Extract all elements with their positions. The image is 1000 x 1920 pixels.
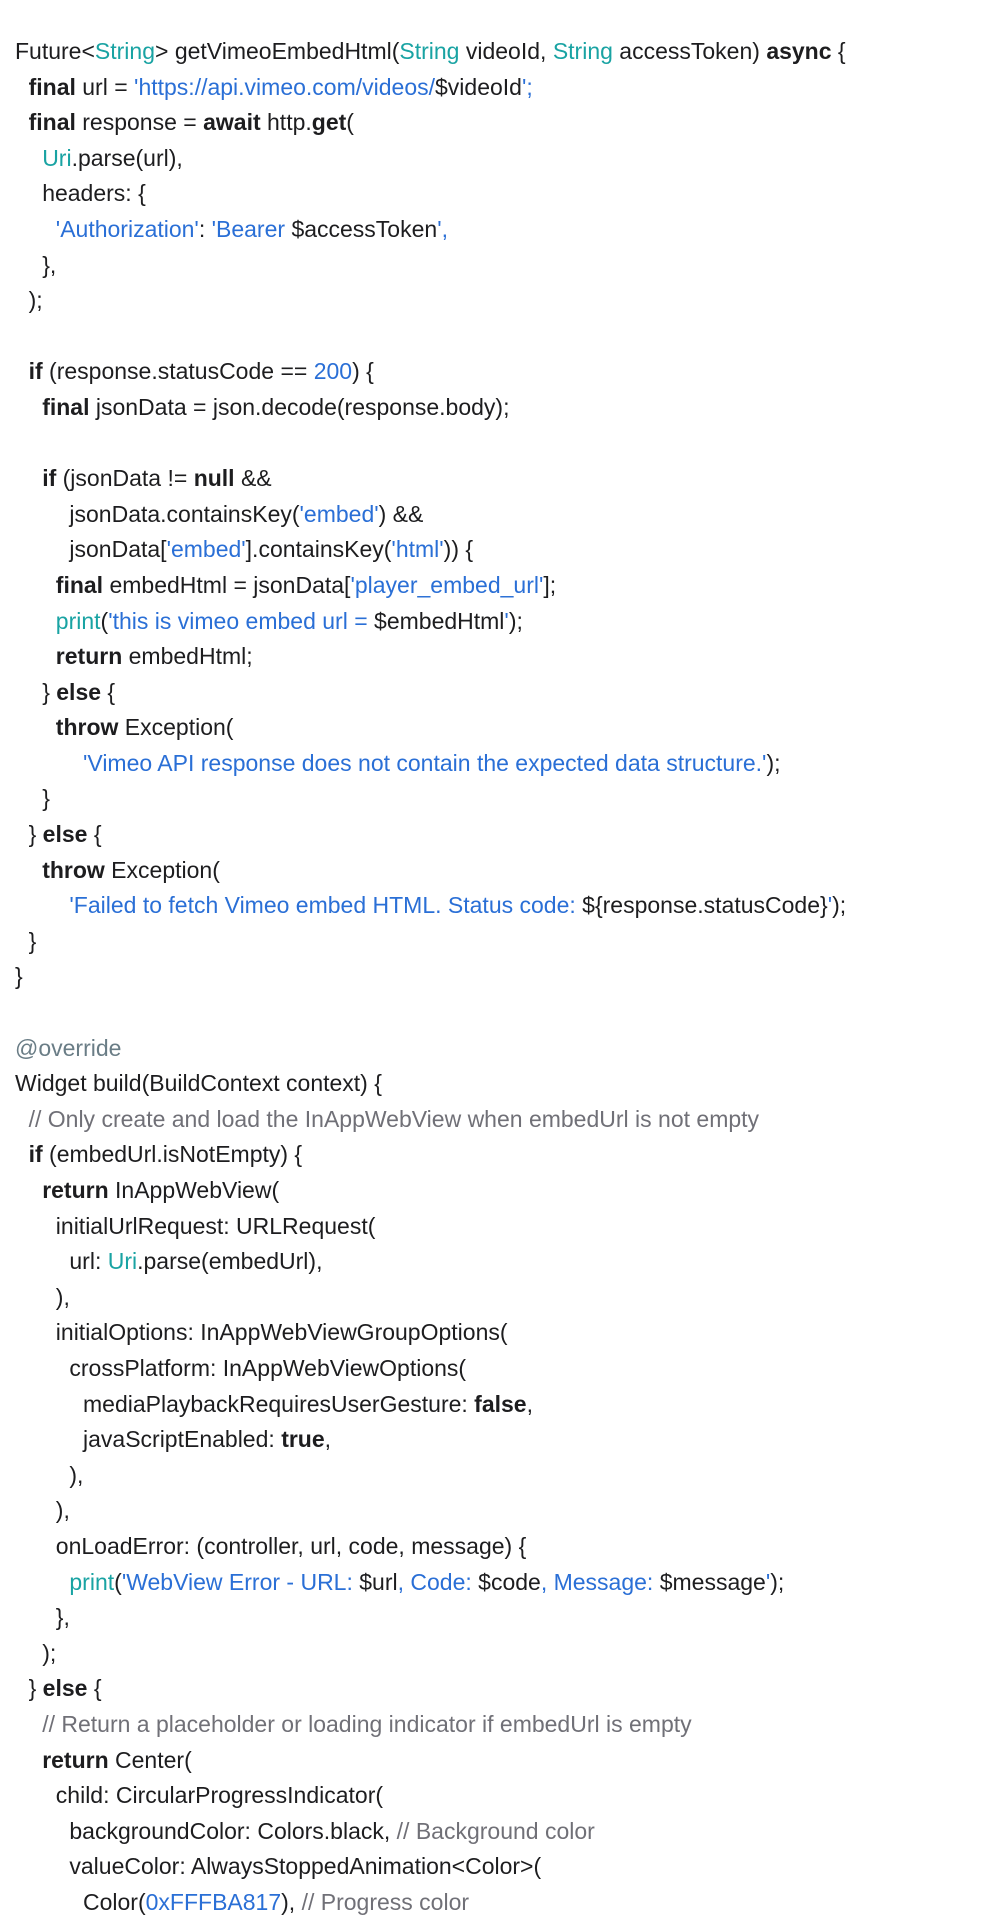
code-token: );	[770, 1568, 785, 1595]
code-line	[0, 1493, 1000, 1529]
code-line	[0, 1849, 1000, 1885]
code-token: ) {	[352, 358, 374, 385]
code-line	[0, 1529, 1000, 1565]
code-line	[0, 1137, 1000, 1173]
code-token: ),	[55, 1283, 70, 1310]
code-token: response =	[75, 109, 204, 136]
code-token: Exception(	[118, 714, 234, 741]
code-token: backgroundColor: Colors.black,	[69, 1817, 397, 1844]
code-token: videoId,	[459, 38, 553, 64]
code-line	[0, 675, 1000, 711]
code-line	[0, 1244, 1000, 1280]
code-token: ',	[437, 215, 448, 242]
code-token: print	[55, 607, 101, 634]
code-line	[0, 212, 1000, 248]
code-token: 'html'	[391, 536, 444, 563]
code-line	[0, 710, 1000, 746]
code-line	[0, 390, 1000, 426]
code-token: $message	[659, 1568, 766, 1595]
code-line	[0, 604, 1000, 640]
code-line	[0, 568, 1000, 604]
code-token: valueColor: AlwaysStoppedAnimation<Color>(	[69, 1853, 542, 1880]
code-line	[0, 781, 1000, 817]
code-token: ) &&	[378, 500, 424, 527]
code-token: return	[42, 1177, 109, 1203]
code-token: &&	[234, 465, 272, 492]
code-token: 200	[313, 358, 353, 385]
code-token: String	[399, 38, 460, 64]
code-line	[0, 1209, 1000, 1245]
code-token: url:	[69, 1248, 108, 1275]
code-token: true	[281, 1426, 325, 1453]
code-token: final	[28, 109, 76, 136]
code-line	[0, 1636, 1000, 1672]
code-token: final	[55, 571, 104, 598]
code-token: (	[346, 109, 354, 136]
code-token: final	[28, 73, 76, 100]
code-token: 'Failed to fetch Vimeo embed HTML. Status code:	[69, 892, 583, 919]
code-token: );	[832, 892, 847, 919]
code-line	[0, 1743, 1000, 1779]
code-token: jsonData.containsKey(	[69, 500, 300, 527]
code-token: .parse(embedUrl),	[137, 1248, 323, 1275]
code-line	[0, 426, 1000, 462]
code-token: onLoadError: (controller, url, code, message) {	[55, 1532, 527, 1559]
code-token: ';	[521, 73, 533, 100]
code-token: // Return a placeholder or loading indicator if embedUrl is empty	[42, 1710, 692, 1737]
code-token: );	[28, 287, 43, 314]
code-token: accessToken)	[612, 38, 767, 64]
code-line	[0, 1351, 1000, 1387]
code-token: :	[198, 215, 212, 242]
code-token: $videoId	[435, 73, 522, 100]
code-token: Uri	[107, 1248, 138, 1275]
code-token: jsonData = json.decode(response.body);	[89, 393, 510, 420]
code-line	[0, 853, 1000, 889]
code-token: > getVimeoEmbedHtml(	[155, 38, 400, 64]
code-token: $url	[359, 1568, 398, 1595]
code-line	[0, 1315, 1000, 1351]
code-token: InAppWebView(	[108, 1177, 280, 1203]
code-token: (	[114, 1568, 122, 1595]
code-token: '	[765, 1568, 771, 1595]
code-token: Widget build(BuildContext context) {	[15, 1070, 382, 1097]
code-token: else	[42, 821, 88, 848]
code-token: final	[42, 393, 90, 420]
code-token: }	[42, 785, 50, 812]
code-token: {	[87, 821, 102, 848]
code-token: null	[193, 465, 235, 492]
code-line	[0, 1885, 1000, 1920]
code-token: embedHtml = jsonData[	[103, 571, 351, 598]
code-token: // Background color	[396, 1817, 595, 1844]
code-line	[0, 1066, 1000, 1102]
code-token: )) {	[443, 536, 474, 563]
code-token: String	[94, 38, 155, 64]
code-line	[0, 1422, 1000, 1458]
code-line	[0, 283, 1000, 319]
code-token: '	[504, 607, 509, 634]
code-line	[0, 1565, 1000, 1601]
code-line	[0, 959, 1000, 995]
code-token: 'https://api.vimeo.com/videos/	[134, 73, 436, 100]
code-token: await	[203, 109, 261, 136]
code-token: $code	[478, 1568, 541, 1595]
code-token: crossPlatform: InAppWebViewOptions(	[69, 1354, 467, 1381]
code-line	[0, 924, 1000, 960]
code-token: throw	[42, 856, 105, 883]
code-token: );	[508, 607, 523, 634]
code-line	[0, 70, 1000, 106]
code-token: embedHtml;	[122, 643, 253, 670]
code-token: ,	[526, 1390, 533, 1417]
code-line	[0, 1102, 1000, 1138]
code-token: String	[552, 38, 613, 64]
code-token: Future<	[15, 38, 95, 64]
code-token: if	[42, 465, 57, 492]
code-token: }	[15, 963, 23, 990]
code-token: 'Authorization'	[55, 215, 199, 242]
code-line	[0, 1707, 1000, 1743]
code-token: ];	[543, 571, 557, 598]
code-token: else	[42, 1675, 88, 1702]
code-token: javaScriptEnabled:	[83, 1426, 282, 1453]
code-token: '	[827, 892, 833, 919]
code-token: },	[55, 1604, 70, 1631]
code-line	[0, 1458, 1000, 1494]
code-line	[0, 105, 1000, 141]
code-token: @override	[15, 1034, 122, 1061]
code-token: {	[831, 38, 846, 64]
code-line	[0, 1814, 1000, 1850]
code-line	[0, 817, 1000, 853]
code-token: 'WebView Error - URL:	[121, 1568, 360, 1595]
code-token: }	[28, 1675, 43, 1702]
code-token: $embedHtml	[374, 607, 505, 634]
code-token: else	[56, 678, 102, 705]
code-line	[0, 354, 1000, 390]
code-line	[0, 248, 1000, 284]
code-line	[0, 1173, 1000, 1209]
code-line	[0, 1671, 1000, 1707]
code-line	[0, 461, 1000, 497]
code-line	[0, 319, 1000, 355]
code-line	[0, 176, 1000, 212]
code-token: child: CircularProgressIndicator(	[55, 1782, 384, 1809]
code-token: return	[55, 643, 123, 670]
code-token: );	[42, 1639, 57, 1666]
code-token: if	[28, 1141, 43, 1168]
code-token: }	[28, 927, 37, 954]
code-line	[0, 141, 1000, 177]
code-token: );	[766, 749, 781, 776]
code-token: 'Vimeo API response does not contain the expected data structure.'	[83, 749, 767, 776]
code-line	[0, 995, 1000, 1031]
code-line	[0, 1778, 1000, 1814]
code-token: Uri	[42, 144, 72, 171]
code-token: 'embed'	[166, 536, 246, 563]
code-token: 'player_embed_url'	[350, 571, 544, 598]
code-token: initialUrlRequest: URLRequest(	[55, 1212, 376, 1239]
code-token: throw	[55, 714, 119, 741]
code-token: 'embed'	[299, 500, 379, 527]
code-line	[0, 34, 1000, 70]
code-line	[0, 532, 1000, 568]
code-token: 0xFFFBA817	[145, 1888, 282, 1915]
code-token: Center(	[108, 1746, 192, 1773]
code-token: jsonData[	[69, 536, 167, 563]
code-token: print	[69, 1568, 115, 1595]
code-line	[0, 1600, 1000, 1636]
code-token: },	[42, 251, 57, 278]
code-token: }	[28, 821, 43, 848]
code-token: , Code:	[397, 1568, 479, 1595]
code-token: (	[100, 607, 109, 634]
code-token: 'Bearer	[211, 215, 292, 242]
code-token: mediaPlaybackRequiresUserGesture:	[83, 1390, 475, 1417]
code-token: ].containsKey(	[245, 536, 392, 563]
code-token: if	[28, 358, 43, 385]
code-token: get	[311, 109, 347, 136]
code-token: ,	[324, 1426, 332, 1453]
code-line	[0, 1031, 1000, 1067]
code-token: , Message:	[540, 1568, 660, 1595]
code-token: (response.statusCode ==	[42, 358, 314, 385]
code-token: (jsonData !=	[56, 465, 194, 492]
code-token: $accessToken	[291, 215, 438, 242]
code-token: {	[87, 1675, 102, 1702]
code-block	[0, 34, 1000, 1920]
code-line	[0, 1387, 1000, 1423]
code-token: async	[766, 38, 832, 64]
code-token: (embedUrl.isNotEmpty) {	[42, 1141, 303, 1168]
code-token: // Progress color	[301, 1888, 470, 1915]
code-token: http.	[260, 109, 312, 136]
code-token: ),	[55, 1497, 70, 1524]
code-token: .parse(url),	[71, 144, 183, 171]
code-line	[0, 639, 1000, 675]
code-token: ),	[69, 1461, 84, 1488]
code-token: ),	[281, 1888, 302, 1915]
code-token: }	[42, 678, 57, 705]
code-token: // Only create and load the InAppWebView when embedUrl is not empty	[28, 1105, 760, 1132]
code-line	[0, 1280, 1000, 1316]
code-token: Color(	[83, 1888, 146, 1915]
code-line	[0, 746, 1000, 782]
code-line	[0, 888, 1000, 924]
code-token: url =	[75, 73, 135, 100]
code-token: 'this is vimeo embed url =	[108, 607, 375, 634]
code-line	[0, 497, 1000, 533]
code-token: ${response.statusCode}	[582, 892, 828, 919]
code-token: {	[101, 678, 116, 705]
code-token: Exception(	[104, 856, 220, 883]
code-token: headers: {	[42, 180, 146, 207]
code-token: false	[474, 1390, 527, 1417]
code-token: return	[42, 1746, 109, 1773]
code-token: initialOptions: InAppWebViewGroupOptions(	[55, 1319, 508, 1346]
